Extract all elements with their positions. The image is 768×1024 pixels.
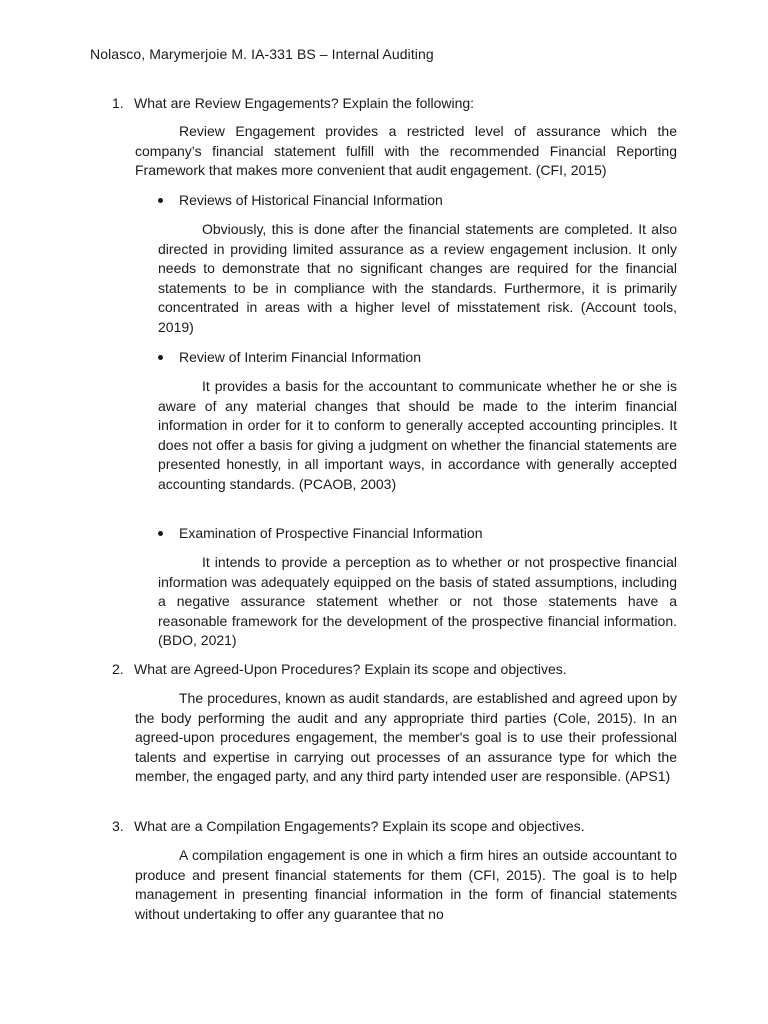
q2-paragraph: The procedures, known as audit standards, are established and agreed upon by the body performing the audit and any appropriate third parties (Cole, 2015). In an agreed-upon procedures engagement, the member's goal is to use their professional talents and expertise in carrying out processes of an assurance type for which the member, the engaged party, and any third party intended user are responsible. (APS1) (135, 690, 677, 784)
question-number: 2. (112, 661, 124, 677)
bullet-icon (158, 198, 163, 203)
question-text: What are Agreed-Upon Procedures? Explain its scope and objectives. (134, 661, 567, 677)
prospective-paragraph: It intends to provide a perception as to whether or not prospective financial information was adequately equipped on the basis of stated assumptions, including a negative assurance statement whether or not those statements have a reasonable framework for the development of the prospective financial information. (BDO, 2021) (158, 554, 677, 648)
bullet-icon (158, 355, 163, 360)
bullet-prospective (158, 525, 482, 541)
question-text: What are Review Engagements? Explain the following: (134, 95, 475, 111)
q3-paragraph: A compilation engagement is one in which a firm hires an outside accountant to produce and present financial statements for them (CFI, 2015). The goal is to help management in presenting financial information in the form of financial statements without undertaking to offer any guarantee that no (135, 847, 677, 922)
interim-paragraph: It provides a basis for the accountant to communicate whether he or she is aware of any material changes that should be made to the interim financial information in order for it to conform to generally accepted accounting principles. It does not offer a basis for giving a judgment on whether the financial statements are presented honestly, in all important ways, in accordance with generally accepted accounting standards. (PCAOB, 2003) (158, 378, 677, 492)
question-number: 3. (112, 818, 124, 834)
q1-intro-paragraph: Review Engagement provides a restricted level of assurance which the company’s financial statement fulfill with the recommended Financial Reporting Framework that makes more convenient that audit engagement. (CFI, 2015) (135, 123, 677, 178)
bullet-interim (158, 349, 421, 365)
question-text: What are a Compilation Engagements? Explain its scope and objectives. (134, 818, 585, 834)
bullet-icon (158, 531, 163, 536)
question-number: 1. (112, 95, 124, 111)
document-header: Nolasco, Marymerjoie M. IA-331 BS – Internal Auditing (90, 46, 434, 62)
bullet-title: Reviews of Historical Financial Information (179, 192, 443, 208)
question-1 (112, 95, 474, 111)
question-3 (112, 818, 585, 834)
question-2 (112, 661, 567, 677)
historical-paragraph: Obviously, this is done after the financial statements are completed. It also directed in providing limited assurance as a review engagement inclusion. It only needs to demonstrate that no significant changes are required for the financial statements to be in compliance with the standards. Furthermore, it is primarily concentrated in areas with a higher level of misstatement risk. (Account tools, 2019) (158, 221, 677, 335)
bullet-historical (158, 192, 443, 208)
bullet-title: Examination of Prospective Financial Information (179, 525, 483, 541)
bullet-title: Review of Interim Financial Information (179, 349, 421, 365)
